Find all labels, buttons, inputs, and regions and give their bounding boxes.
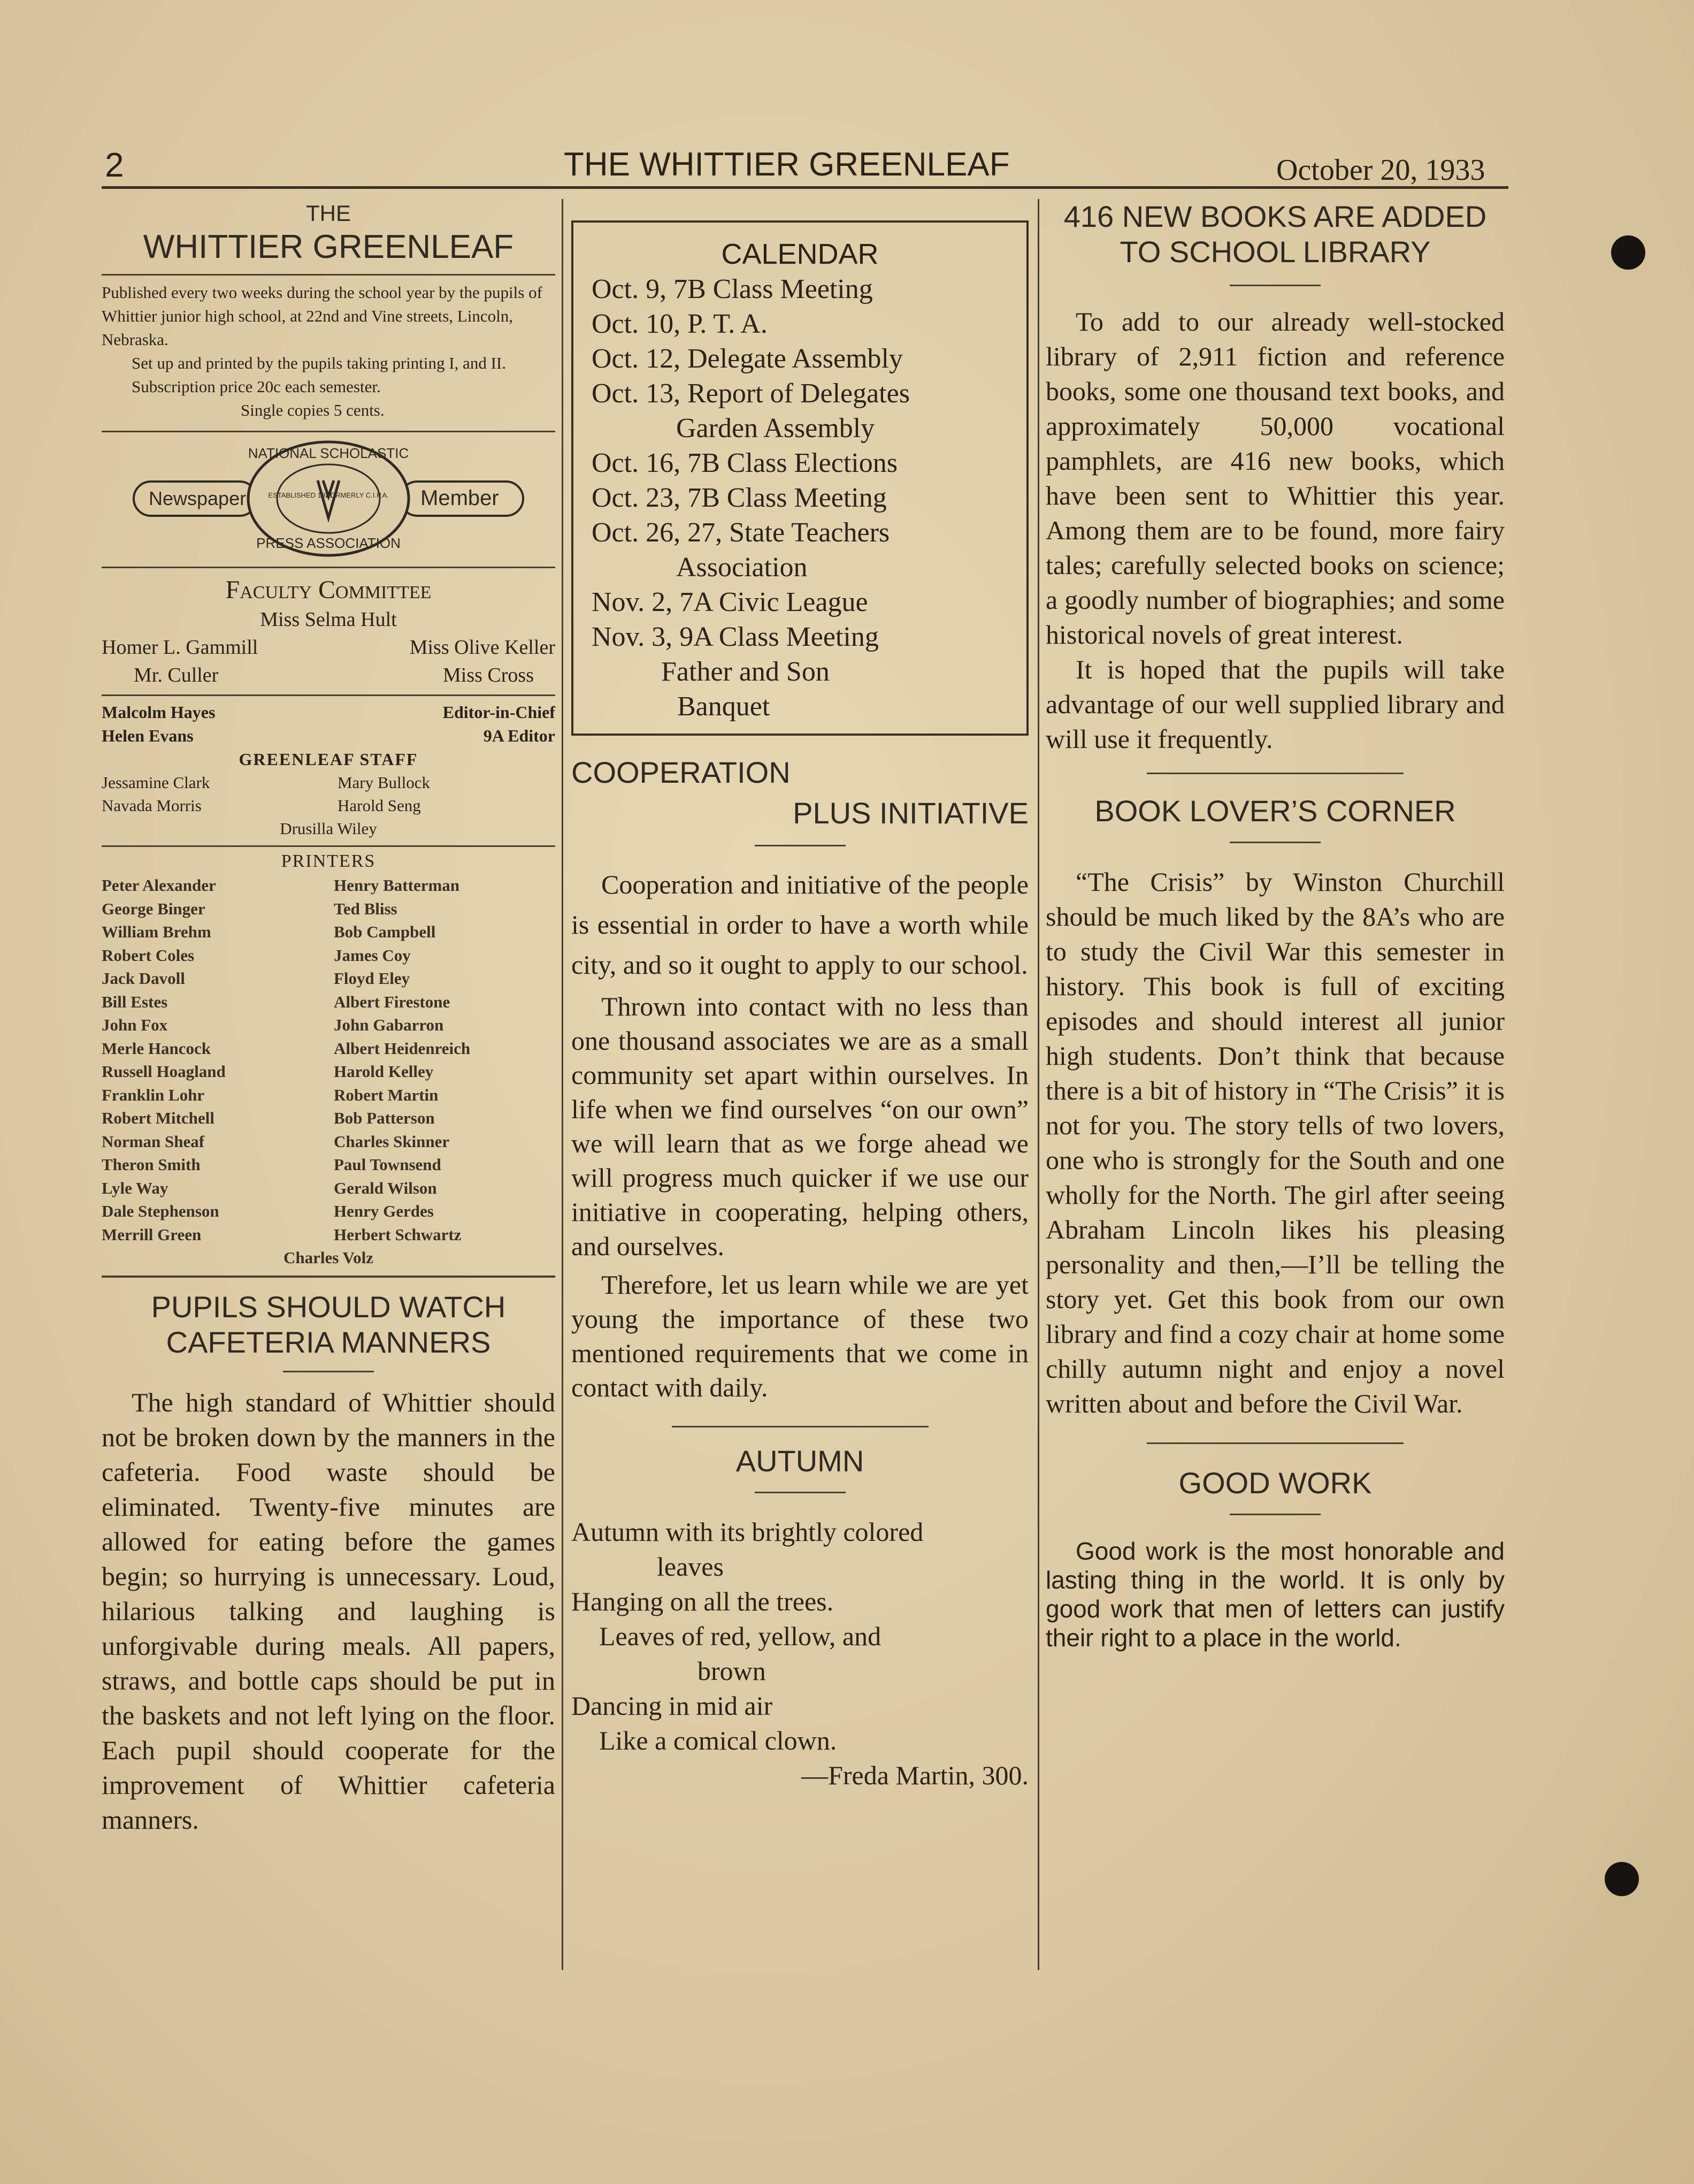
- subscription-price: Subscription price 20c each semester.: [132, 377, 381, 396]
- good-work-body: Good work is the most honorable and lasting thing in the world. It is only by good work that men of letters can justify their right to a place in the world.: [1046, 1537, 1505, 1652]
- calendar-entry: [592, 341, 1008, 376]
- poem-line: brown: [697, 1656, 766, 1686]
- divider: [102, 431, 555, 432]
- printer-name: Bob Campbell: [334, 922, 436, 941]
- divider: [1147, 1442, 1404, 1444]
- calendar-entry: [592, 446, 1008, 480]
- calendar-date: Nov. 3,: [592, 622, 673, 652]
- column-left: [102, 199, 555, 1837]
- cooperation-paragraph: Thrown into contact with no less than one thousand associates we are as a small community set apart within ourselves. In life when we find ourselves “on our own” we will learn that as we forge ahead we will progress much quicker if we use our initiative in cooperating, helping others, and ourselves.: [571, 991, 1029, 1261]
- printer-name: William Brehm: [102, 922, 211, 941]
- staff-row: [102, 771, 555, 794]
- poem-author: —Freda Martin, 300.: [801, 1760, 1029, 1790]
- good-work-heading: GOOD WORK: [1178, 1466, 1372, 1500]
- poem-line: Like a comical clown.: [599, 1725, 837, 1755]
- printer-name: Gerald Wilson: [334, 1178, 437, 1197]
- cooperation-paragraph: Cooperation and initiative of the people is essential in order to have a worth while city, and so it ought to apply to our school.: [571, 869, 1029, 980]
- headline-line: COOPERATION: [571, 755, 791, 789]
- binder-hole: [1605, 1862, 1639, 1896]
- calendar-date: Oct. 13,: [592, 378, 681, 409]
- calendar-event-continued: Association: [676, 552, 808, 583]
- divider: [102, 694, 555, 696]
- printer-name: Jack Davoll: [102, 969, 185, 988]
- poem-line: Hanging on all the trees.: [571, 1586, 834, 1616]
- staff-row: [102, 794, 555, 817]
- printer-name: Paul Townsend: [334, 1155, 441, 1174]
- calendar-date: Oct. 16,: [592, 448, 681, 478]
- badge-established: ESTABLISHED 1921: [268, 491, 333, 499]
- calendar-entry: [592, 620, 1008, 654]
- faculty-chair: Miss Selma Hult: [260, 608, 397, 631]
- calendar-date: Oct. 26, 27,: [592, 517, 723, 548]
- printer-name: George Binger: [102, 899, 205, 918]
- staff-member: Navada Morris: [102, 796, 202, 815]
- autumn-poem: [571, 1515, 1029, 1793]
- calendar-event: 7B Class Elections: [687, 448, 898, 478]
- printer-name: Henry Gerdes: [334, 1202, 434, 1220]
- editor-row: [102, 724, 555, 747]
- printer-name: Theron Smith: [102, 1155, 201, 1174]
- issue-date: October 20, 1933: [1276, 154, 1485, 187]
- printer-name: Norman Sheaf: [102, 1132, 205, 1151]
- calendar-event: Delegate Assembly: [687, 343, 903, 374]
- calendar-event-continued: Father and Son: [661, 656, 830, 687]
- calendar-event: 9A Class Meeting: [679, 622, 879, 652]
- faculty-row: [102, 661, 555, 689]
- badge-member-label: Member: [420, 486, 499, 510]
- masthead-info: [102, 281, 555, 422]
- publication-info: Published every two weeks during the school year by the pupils of Whittier junior high school, at 22nd and Vine streets, Lincoln, Nebraska.: [102, 283, 542, 349]
- printer-name: Merrill Green: [102, 1225, 202, 1244]
- divider: [102, 567, 555, 568]
- calendar-entry: [592, 480, 1008, 515]
- divider: [672, 1426, 929, 1427]
- headline-line: TO SCHOOL LIBRARY: [1120, 235, 1431, 269]
- editor-row: [102, 700, 555, 724]
- faculty-member: Miss Olive Keller: [409, 636, 555, 659]
- printer-name: Charles Skinner: [334, 1132, 450, 1151]
- staff-member: Harold Seng: [337, 796, 421, 815]
- divider: [1230, 285, 1321, 286]
- cafeteria-article-body: The high standard of Whittier should not be broken down by the manners in the cafeteria. Food waste should be eliminated. Twenty-five minutes are allowed for eating before the games begin; so hurrying is unnecessary. Loud, hilarious talking and laughing is unforgivable during meals. All papers, straws, and bottle caps should be put in the baskets and not left lying on the floor. Each pupil should cooperate for the improvement of Whittier cafeteria manners.: [102, 1387, 555, 1835]
- printer-name: Bill Estes: [102, 992, 168, 1011]
- autumn-heading: AUTUMN: [735, 1444, 864, 1478]
- nspa-member-badge: [102, 438, 555, 561]
- badge-ring-bottom: PRESS ASSOCIATION: [256, 535, 401, 551]
- calendar-date: Oct. 23,: [592, 483, 681, 513]
- badge-newspaper-label: Newspaper: [149, 487, 247, 509]
- editor-name: Helen Evans: [102, 726, 194, 745]
- divider: [102, 845, 555, 847]
- calendar-heading: CALENDAR: [721, 238, 879, 270]
- printer-name: Bob Patterson: [334, 1109, 435, 1127]
- calendar-box: [571, 220, 1029, 736]
- calendar-event: State Teachers: [729, 517, 890, 548]
- printer-name: Lyle Way: [102, 1178, 168, 1197]
- calendar-entry: [592, 515, 1008, 550]
- printer-name: Robert Martin: [334, 1085, 439, 1104]
- printer-name: Robert Mitchell: [102, 1109, 214, 1127]
- book-lover-heading: BOOK LOVER’S CORNER: [1094, 794, 1456, 828]
- calendar-event-continued: Garden Assembly: [676, 413, 875, 444]
- cooperation-headline: [571, 755, 1029, 831]
- printer-name: James Coy: [334, 945, 411, 965]
- printers-heading: PRINTERS: [281, 851, 376, 871]
- divider: [102, 1276, 555, 1278]
- headline-line: PUPILS SHOULD WATCH: [151, 1290, 506, 1324]
- calendar-date: Oct. 12,: [592, 343, 681, 374]
- calendar-entry: [592, 307, 1008, 341]
- calendar-date: Nov. 2,: [592, 587, 673, 617]
- column-rule: [562, 199, 563, 1970]
- cooperation-paragraph: Therefore, let us learn while we are yet young the importance of these two mentioned requirements that we come in contact with daily.: [571, 1270, 1029, 1402]
- faculty-member: Miss Cross: [443, 664, 534, 686]
- binder-hole: [1611, 235, 1645, 270]
- badge-ring-top: NATIONAL SCHOLASTIC: [248, 445, 409, 461]
- column-right: [1046, 199, 1505, 1652]
- calendar-event-continued: Banquet: [677, 691, 770, 722]
- staff-member: Mary Bullock: [337, 773, 431, 792]
- printing-info: Set up and printed by the pupils taking printing I, and II.: [132, 354, 506, 372]
- printer-name: Peter Alexander: [102, 876, 216, 895]
- calendar-date: Oct. 9,: [592, 274, 667, 304]
- divider: [1230, 1514, 1321, 1515]
- column-rule: [1038, 199, 1039, 1970]
- printers-list: [102, 874, 555, 1246]
- masthead-the: THE: [306, 201, 351, 226]
- divider: [1230, 842, 1321, 843]
- printer-name: Merle Hancock: [102, 1038, 211, 1058]
- printer-name: Robert Coles: [102, 945, 195, 965]
- faculty-member: Homer L. Gammill: [102, 636, 258, 659]
- library-paragraph: It is hoped that the pupils will take advantage of our well supplied library and will use it frequently.: [1046, 654, 1505, 754]
- printer-name: Ted Bliss: [334, 899, 397, 918]
- staff-member: Drusilla Wiley: [280, 819, 377, 838]
- editor-role: Editor-in-Chief: [442, 702, 555, 722]
- printer-name: Charles Volz: [283, 1248, 373, 1267]
- printer-name: Herbert Schwartz: [334, 1225, 462, 1244]
- running-title: THE WHITTIER GREENLEAF: [564, 146, 1010, 183]
- calendar-event: 7B Class Meeting: [687, 483, 887, 513]
- calendar-date: Oct. 10,: [592, 309, 681, 339]
- cafeteria-headline: [102, 1289, 555, 1360]
- masthead-title: WHITTIER GREENLEAF: [143, 228, 514, 265]
- poem-line: Dancing in mid air: [571, 1691, 773, 1721]
- calendar-event: Report of Delegates: [687, 378, 910, 409]
- calendar-event: 7B Class Meeting: [673, 274, 873, 304]
- header-rule: [102, 186, 1508, 189]
- divider: [102, 274, 555, 276]
- printer-name: John Gabarron: [334, 1015, 444, 1034]
- faculty-row: [102, 633, 555, 661]
- divider: [283, 1371, 374, 1372]
- headline-line: 416 NEW BOOKS ARE ADDED: [1063, 200, 1487, 233]
- poem-line: Autumn with its brightly colored: [571, 1517, 924, 1547]
- printer-name: Harold Kelley: [334, 1062, 434, 1081]
- book-lover-body: “The Crisis” by Winston Churchill should be much liked by the 8A’s who are to study the Civil War this semester in history. This book is full of exciting episodes and should interest all junior high students. Don’t think that because there is a bit of history in “The Crisis” it is not for you. The story tells of two lovers, one who is strongly for the South and one wholly for the North. The girl after seeing Abraham Lincoln likes his pleasing personality and then,—I’ll be telling the story yet. Get this book from our own library and find a cozy chair at home some chilly autumn night and enjoy a novel written about and before the Civil War.: [1046, 867, 1505, 1418]
- library-headline: [1046, 199, 1505, 270]
- divider: [1147, 773, 1404, 774]
- calendar-event: 7A Civic League: [679, 587, 868, 617]
- printer-name: Dale Stephenson: [102, 1202, 219, 1220]
- printer-name: Albert Heidenreich: [334, 1038, 471, 1058]
- column-middle: [571, 199, 1029, 1793]
- headline-line: CAFETERIA MANNERS: [166, 1325, 491, 1359]
- faculty-heading: Faculty Committee: [225, 576, 432, 604]
- staff-heading: GREENLEAF STAFF: [239, 750, 418, 769]
- calendar-entry: [592, 585, 1008, 620]
- printer-name: John Fox: [102, 1015, 168, 1034]
- library-paragraph: To add to our already well-stocked library of 2,911 fiction and reference books, some one thousand text books, and approximately 50,000 vocational pamphlets, are 416 new books, which have been sent to Whittier this year. Among them are to be found, more fairy tales; carefully selected books on science; a goodly number of biographies; and some historical novels of great interest.: [1046, 307, 1505, 650]
- printer-name: Floyd Eley: [334, 969, 410, 988]
- calendar-entry: [592, 376, 1008, 411]
- divider: [755, 845, 846, 846]
- staff-member: Jessamine Clark: [102, 773, 210, 792]
- poem-line: leaves: [657, 1552, 724, 1582]
- divider: [755, 1492, 846, 1493]
- printer-name: Henry Batterman: [334, 876, 460, 895]
- faculty-member: Mr. Culler: [134, 664, 219, 686]
- editor-name: Malcolm Hayes: [102, 702, 216, 722]
- badge-formerly: FORMERLY C.I.P.A.: [326, 491, 389, 499]
- calendar-event: P. T. A.: [687, 309, 768, 339]
- printer-name: Albert Firestone: [334, 992, 450, 1011]
- editor-role: 9A Editor: [483, 726, 555, 745]
- headline-line: PLUS INITIATIVE: [793, 796, 1029, 830]
- calendar-entry: [592, 272, 1008, 307]
- poem-line: Leaves of red, yellow, and: [599, 1621, 882, 1651]
- page-number: 2: [105, 146, 124, 184]
- single-copy-price: Single copies 5 cents.: [241, 401, 385, 419]
- printer-name: Russell Hoagland: [102, 1062, 226, 1081]
- printer-name: Franklin Lohr: [102, 1085, 205, 1104]
